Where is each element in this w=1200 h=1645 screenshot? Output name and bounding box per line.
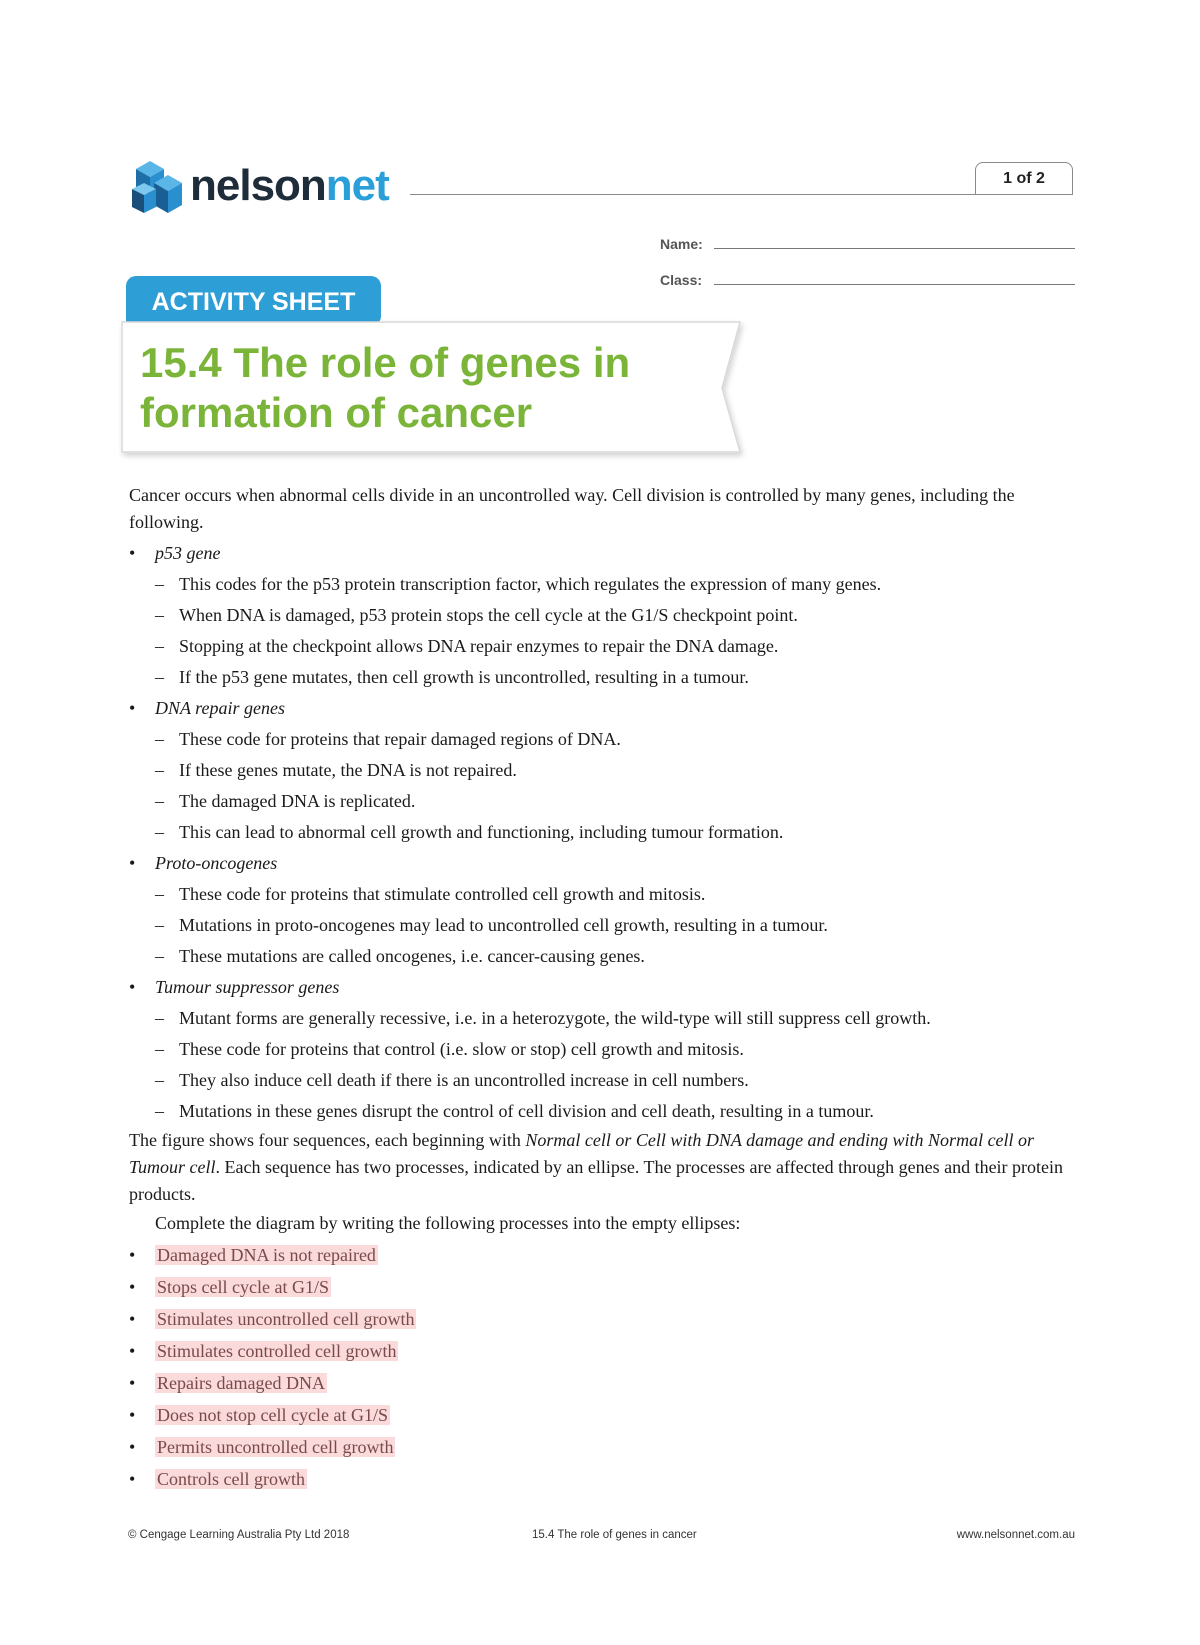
cube-logo-icon <box>128 155 190 221</box>
gene-group-point: – This codes for the p53 protein transcription factor, which regulates the expression of many genes. <box>129 571 1079 598</box>
class-label: Class: <box>660 272 703 288</box>
process-label: Controls cell growth <box>157 1469 305 1489</box>
instruction-text: Complete the diagram by writing the following processes into the empty ellipses: <box>155 1213 741 1233</box>
process-label: Repairs damaged DNA <box>157 1373 325 1393</box>
intro-paragraph: Cancer occurs when abnormal cells divide in an uncontrolled way. Cell division is controlled by many genes, including the following. <box>129 485 1015 532</box>
activity-body <box>129 482 1079 1493</box>
process-label: Stops cell cycle at G1/S <box>157 1277 329 1297</box>
activity-sheet-tab: ACTIVITY SHEET <box>126 276 381 326</box>
page-title: 15.4 The role of genes in formation of cancer <box>140 339 631 436</box>
gene-group-name: DNA repair genes <box>155 698 285 718</box>
process-item <box>129 1274 1079 1301</box>
gene-groups <box>129 540 1079 1125</box>
process-label: Permits uncontrolled cell growth <box>157 1437 394 1457</box>
gene-group-point: – They also induce cell death if there is an uncontrolled increase in cell numbers. <box>129 1067 1079 1094</box>
gene-group-point: – These code for proteins that repair damaged regions of DNA. <box>129 726 1079 753</box>
gene-group-name: Tumour suppressor genes <box>155 977 340 997</box>
gene-group-point: – These code for proteins that stimulate controlled cell growth and mitosis. <box>129 881 1079 908</box>
process-label: Stimulates controlled cell growth <box>157 1341 397 1361</box>
gene-group-point: – Mutations in these genes disrupt the control of cell division and cell death, resulting in a tumour. <box>129 1098 1079 1125</box>
gene-group-heading <box>129 695 1079 722</box>
gene-group-point: – These mutations are called oncogenes, i.e. cancer-causing genes. <box>129 943 1079 970</box>
gene-group-point: – When DNA is damaged, p53 protein stops the cell cycle at the G1/S checkpoint point. <box>129 602 1079 629</box>
gene-group-heading <box>129 540 1079 567</box>
gene-group-name: Proto-oncogenes <box>155 853 278 873</box>
process-item <box>129 1242 1079 1269</box>
gene-group-point: – If these genes mutate, the DNA is not repaired. <box>129 757 1079 784</box>
process-item <box>129 1402 1079 1429</box>
name-label: Name: <box>660 236 703 252</box>
name-field[interactable] <box>660 236 1075 252</box>
gene-group-point: – The damaged DNA is replicated. <box>129 788 1079 815</box>
class-field[interactable] <box>660 272 1075 288</box>
process-item <box>129 1370 1079 1397</box>
process-label: Damaged DNA is not repaired <box>157 1245 376 1265</box>
process-item <box>129 1434 1079 1461</box>
process-label: Does not stop cell cycle at G1/S <box>157 1405 388 1425</box>
gene-group-point: – This can lead to abnormal cell growth and functioning, including tumour formation. <box>129 819 1079 846</box>
footer-section: 15.4 The role of genes in cancer <box>532 1529 697 1541</box>
process-label: Stimulates uncontrolled cell growth <box>157 1309 415 1329</box>
header-rule <box>410 194 1073 195</box>
gene-group-point: – If the p53 gene mutates, then cell growth is uncontrolled, resulting in a tumour. <box>129 664 1079 691</box>
gene-group-name: p53 gene <box>155 543 221 563</box>
gene-group-point: – Mutant forms are generally recessive, i.e. in a heterozygote, the wild-type will still suppress cell growth. <box>129 1005 1079 1032</box>
nelsonnet-logo <box>128 155 418 221</box>
process-list <box>129 1242 1079 1493</box>
footer-copyright: © Cengage Learning Australia Pty Ltd 2018 <box>128 1529 350 1541</box>
process-item <box>129 1306 1079 1333</box>
figure-paragraph: The figure shows four sequences, each beginning with Normal cell or Cell with DNA damage and ending with Normal cell or Tumour cell. Each sequence has two processes, indicated by an ellipse. The processes are affected through genes and their protein products. <box>129 1130 1064 1204</box>
process-item <box>129 1466 1079 1493</box>
process-item <box>129 1338 1079 1365</box>
footer-website[interactable]: www.nelsonnet.com.au <box>956 1529 1075 1541</box>
page-indicator: 1 of 2 <box>975 162 1073 194</box>
gene-group-point: – Stopping at the checkpoint allows DNA repair enzymes to repair the DNA damage. <box>129 633 1079 660</box>
gene-group-heading <box>129 974 1079 1001</box>
class-line <box>714 284 1075 285</box>
logo-wordmark: nelsonnet <box>190 161 389 210</box>
gene-group-point: – Mutations in proto-oncogenes may lead to uncontrolled cell growth, resulting in a tumour. <box>129 912 1079 939</box>
name-line <box>714 248 1075 249</box>
gene-group-point: – These code for proteins that control (i.e. slow or stop) cell growth and mitosis. <box>129 1036 1079 1063</box>
page-footer <box>128 1529 1075 1545</box>
gene-group-heading <box>129 850 1079 877</box>
